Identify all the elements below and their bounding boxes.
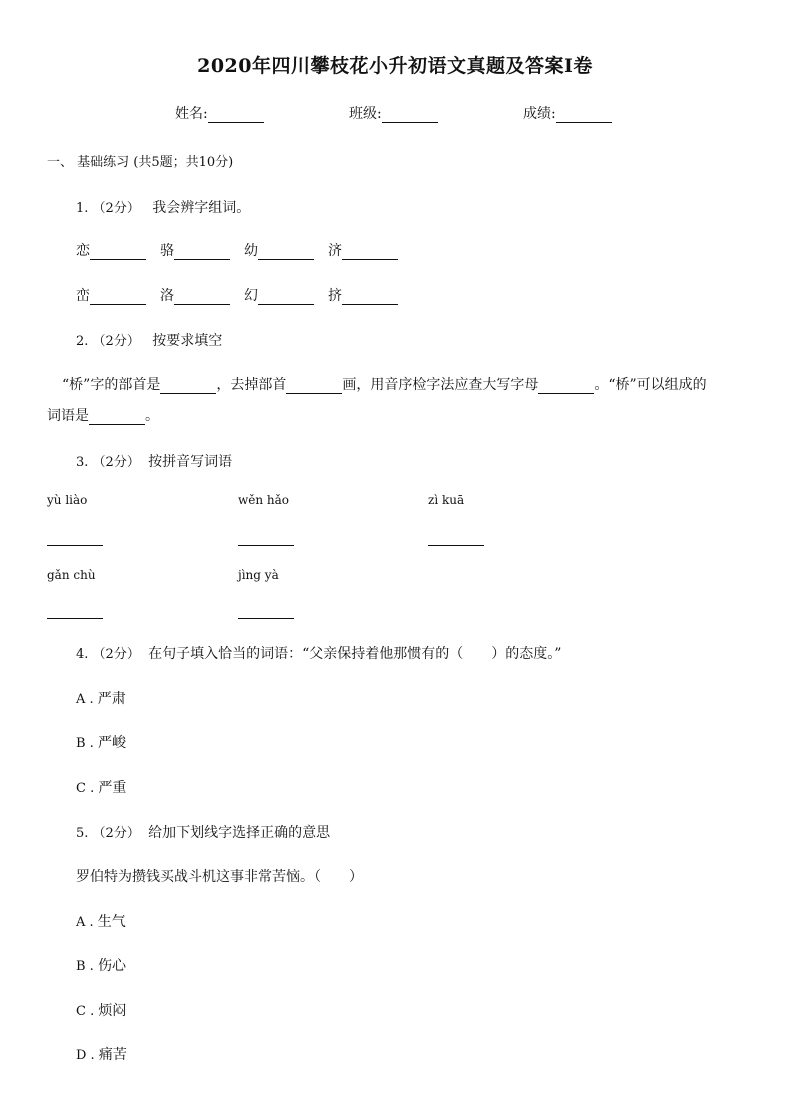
q5-score: （2分） [92, 826, 140, 841]
q2-number: 2. [76, 334, 89, 349]
q3-answer-line[interactable] [428, 545, 484, 546]
q3-number: 3. [76, 455, 89, 470]
q2-text: ，去掉部首 [216, 377, 287, 393]
q1-char: 幼 [244, 243, 258, 259]
q1-number: 1. [76, 201, 89, 216]
option-text: 严肃 [97, 691, 126, 707]
q1-char: 骆 [160, 243, 174, 259]
class-blank[interactable] [382, 108, 438, 123]
question-3-header [76, 451, 232, 471]
q3-pinyin: wěn hǎo [238, 493, 290, 507]
q5-option-a[interactable] [76, 911, 126, 931]
q1-row-2 [76, 285, 146, 305]
q2-prompt: 按要求填空 [152, 333, 223, 349]
q3-pinyin: jìng yà [238, 568, 279, 582]
question-2-header [76, 330, 222, 350]
q4-score: （2分） [92, 647, 140, 662]
q3-pinyin: zì kuā [428, 493, 465, 507]
q1-char: 峦 [76, 288, 90, 304]
q2-blank[interactable] [89, 410, 145, 425]
option-text: 生气 [97, 914, 126, 930]
option-letter: C . [76, 781, 95, 796]
q1-char: 恋 [76, 243, 90, 259]
q2-line-2 [47, 405, 159, 425]
q2-text: 。 [145, 408, 159, 424]
q5-sentence: 罗伯特为攒钱买战斗机这事非常苦恼。（ ） [76, 869, 363, 885]
q1-row-1 [160, 240, 230, 260]
q3-answer-line[interactable] [238, 545, 294, 546]
option-letter: B . [76, 959, 94, 974]
q3-pinyin: gǎn chù [47, 568, 96, 582]
q2-text: 。“桥”可以组成的 [594, 377, 707, 393]
option-text: 痛苦 [98, 1047, 127, 1063]
q1-char: 洛 [160, 288, 174, 304]
q1-row-1 [244, 240, 314, 260]
class-field[interactable] [349, 103, 438, 123]
q1-row-2 [160, 285, 230, 305]
option-text: 严峻 [97, 735, 126, 751]
q1-blank[interactable] [258, 290, 314, 305]
q1-blank[interactable] [342, 290, 398, 305]
q1-row-2 [328, 285, 398, 305]
q4-option-a[interactable] [76, 688, 126, 708]
q1-char: 幻 [244, 288, 258, 304]
q3-score: （2分） [92, 455, 140, 470]
q3-answer-line[interactable] [238, 618, 294, 619]
q4-number: 4. [76, 647, 89, 662]
q5-option-d[interactable] [76, 1044, 127, 1064]
q4-option-c[interactable] [76, 777, 126, 797]
q1-blank[interactable] [174, 245, 230, 260]
name-blank[interactable] [208, 108, 264, 123]
q2-score: （2分） [92, 334, 140, 349]
q1-char: 济 [328, 243, 342, 259]
section-heading: 一、 基础练习 (共5题；共10分) [47, 155, 234, 170]
q1-blank[interactable] [342, 245, 398, 260]
q1-blank[interactable] [174, 290, 230, 305]
question-5-header [76, 822, 330, 842]
name-field[interactable] [175, 103, 264, 123]
option-letter: D . [76, 1048, 95, 1063]
option-letter: C . [76, 1004, 95, 1019]
q2-blank[interactable] [160, 379, 216, 394]
q1-row-1 [76, 240, 146, 260]
option-letter: B . [76, 736, 94, 751]
option-letter: A . [76, 692, 94, 707]
q5-option-c[interactable] [76, 1000, 126, 1020]
q4-prompt: 在句子填入恰当的词语：“父亲保持着他那惯有的（ ）的态度。” [148, 646, 562, 662]
name-label: 姓名: [175, 106, 208, 122]
q2-text: 画，用音序检字法应查大写字母 [342, 377, 539, 393]
q1-row-1 [328, 240, 398, 260]
q1-blank[interactable] [258, 245, 314, 260]
option-text: 伤心 [97, 958, 126, 974]
score-blank[interactable] [556, 108, 612, 123]
q4-option-b[interactable] [76, 732, 126, 752]
q1-prompt: 我会辨字组词。 [152, 200, 251, 216]
q2-blank[interactable] [286, 379, 342, 394]
q2-line-1 [62, 374, 707, 394]
q2-text: 词语是 [47, 408, 89, 424]
option-text: 烦闷 [98, 1003, 127, 1019]
q1-row-2 [244, 285, 314, 305]
question-4-header [76, 643, 561, 663]
q1-score: （2分） [92, 201, 140, 216]
option-letter: A . [76, 915, 94, 930]
option-text: 严重 [98, 780, 127, 796]
q1-blank[interactable] [90, 290, 146, 305]
q1-blank[interactable] [90, 245, 146, 260]
score-label: 成绩: [523, 106, 556, 122]
q1-char: 挤 [328, 288, 342, 304]
question-1-header [76, 197, 250, 217]
q3-prompt: 按拼音写词语 [148, 454, 233, 470]
score-field[interactable] [523, 103, 612, 123]
q5-option-b[interactable] [76, 955, 126, 975]
q5-number: 5. [76, 826, 89, 841]
q3-answer-line[interactable] [47, 618, 103, 619]
q2-text: “桥”字的部首是 [62, 377, 161, 393]
page-title: 2020年四川攀枝花小升初语文真题及答案Ⅰ卷 [197, 55, 593, 77]
q2-blank[interactable] [538, 379, 594, 394]
q5-prompt: 给加下划线字选择正确的意思 [148, 825, 331, 841]
q3-pinyin: yù liào [47, 493, 88, 507]
class-label: 班级: [349, 106, 382, 122]
q3-answer-line[interactable] [47, 545, 103, 546]
